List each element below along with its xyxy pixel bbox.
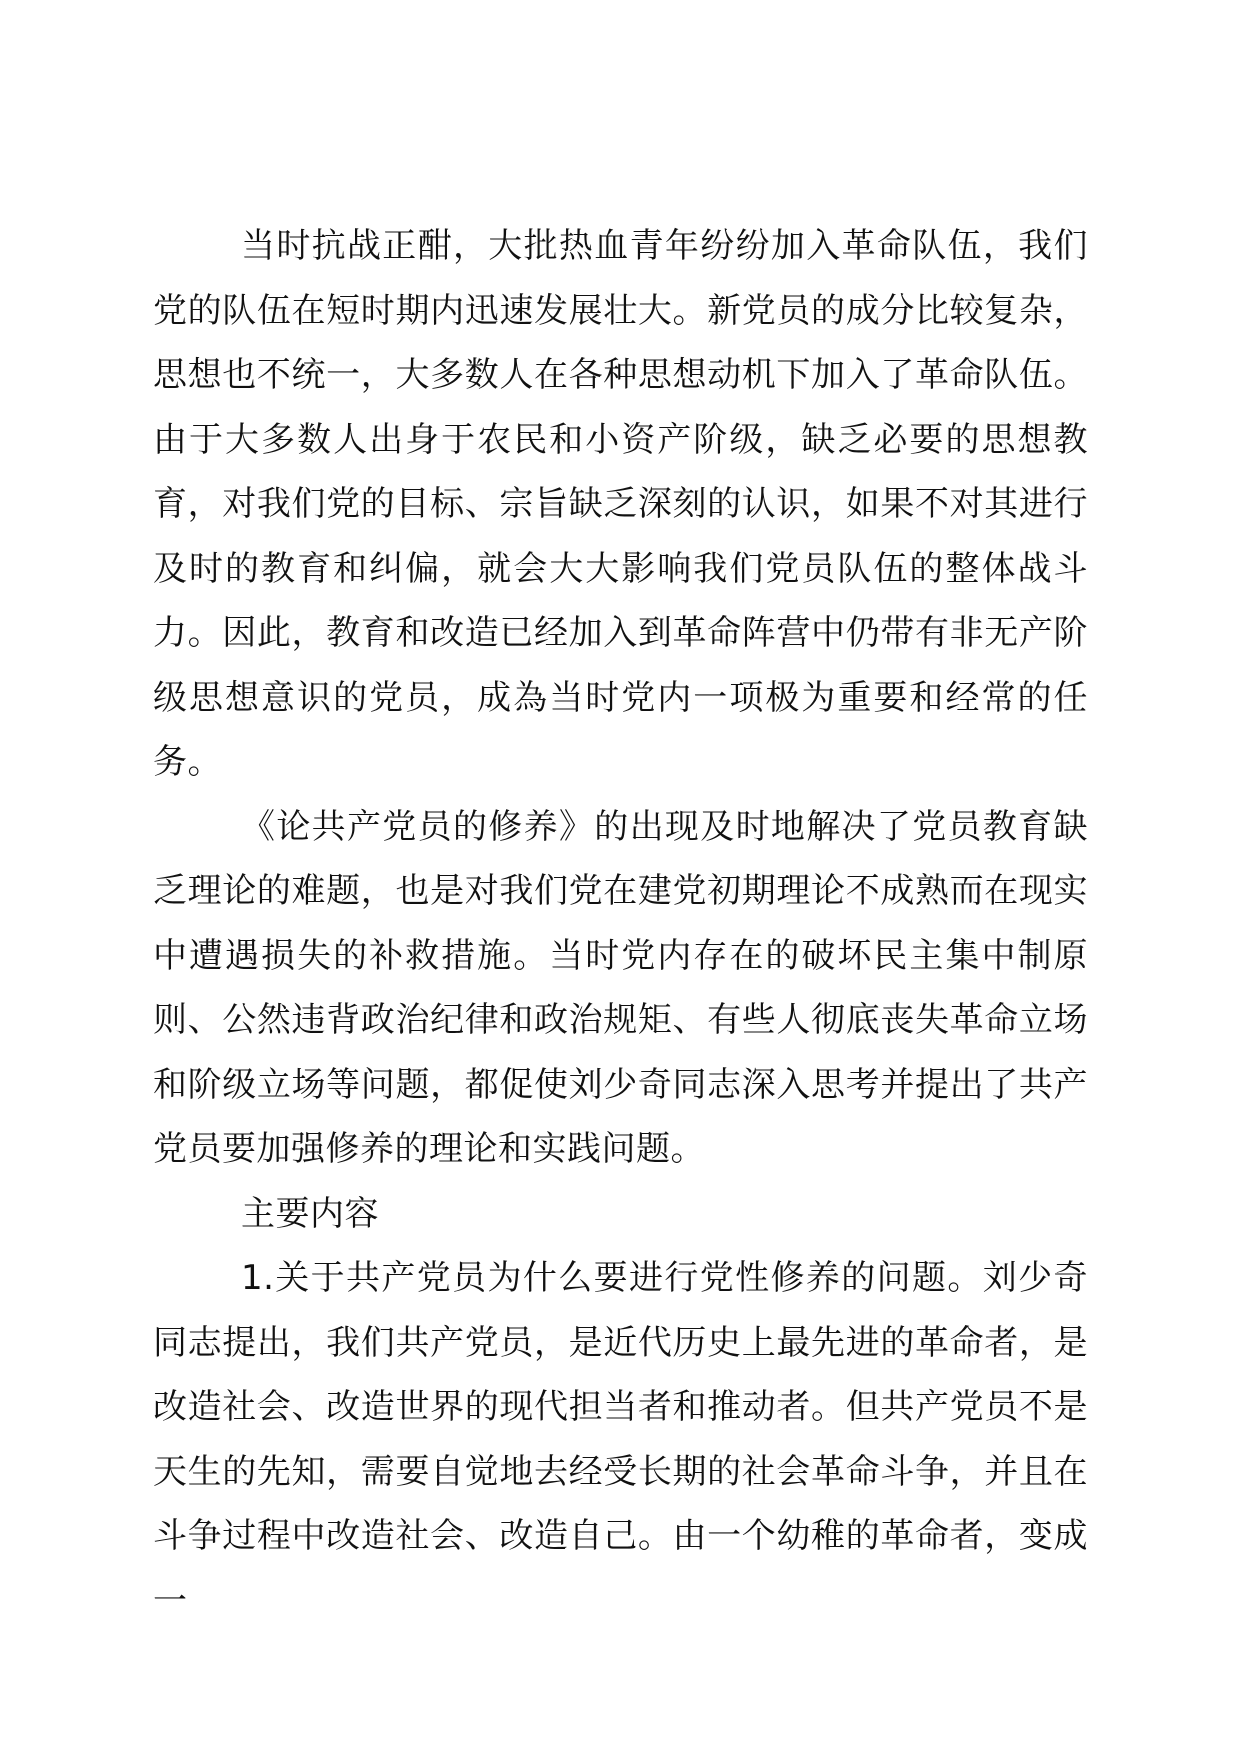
document-body (153, 214, 1088, 1633)
section-heading: 主要内容 (241, 1193, 379, 1234)
paragraph-1: 当时抗战正酣，大批热血青年纷纷加入革命队伍，我们党的队伍在短时期内迅速发展壮大。新党员的成分比较复杂，思想也不统一，大多数人在各种思想动机下加入了革命队伍。由于大多数人出身于农民和小资产阶级，缺乏必要的思想教育，对我们党的目标、宗旨缺乏深刻的认识，如果不对其进行及时的教育和纠偏，就会大大影响我们党员队伍的整体战斗力。因此，教育和改造已经加入到革命阵营中仍带有非无产阶级思想意识的党员，成為当时党内一项极为重要和经常的任务。 (153, 226, 1088, 782)
paragraph-2: 《论共产党员的修养》的出现及时地解决了党员教育缺乏理论的难题，也是对我们党在建党初期理论不成熟而在现实中遭遇损失的补救措施。当时党内存在的破坏民主集中制原则、公然违背政治纪律和政治规矩、有些人彻底丧失革命立场和阶级立场等问题，都促使刘少奇同志深入思考并提出了共产党员要加强修养的理论和实践问题。 (153, 806, 1088, 1169)
paragraph-3: 1.关于共产党员为什么要进行党性修养的问题。刘少奇同志提出，我们共产党员，是近代历史上最先进的革命者，是改造社会、改造世界的现代担当者和推动者。但共产党员不是天生的先知，需要自觉地去经受长期的社会革命斗争，并且在斗争过程中改造社会、改造自己。由一个幼稚的革命者，变成一 (153, 1258, 1088, 1621)
